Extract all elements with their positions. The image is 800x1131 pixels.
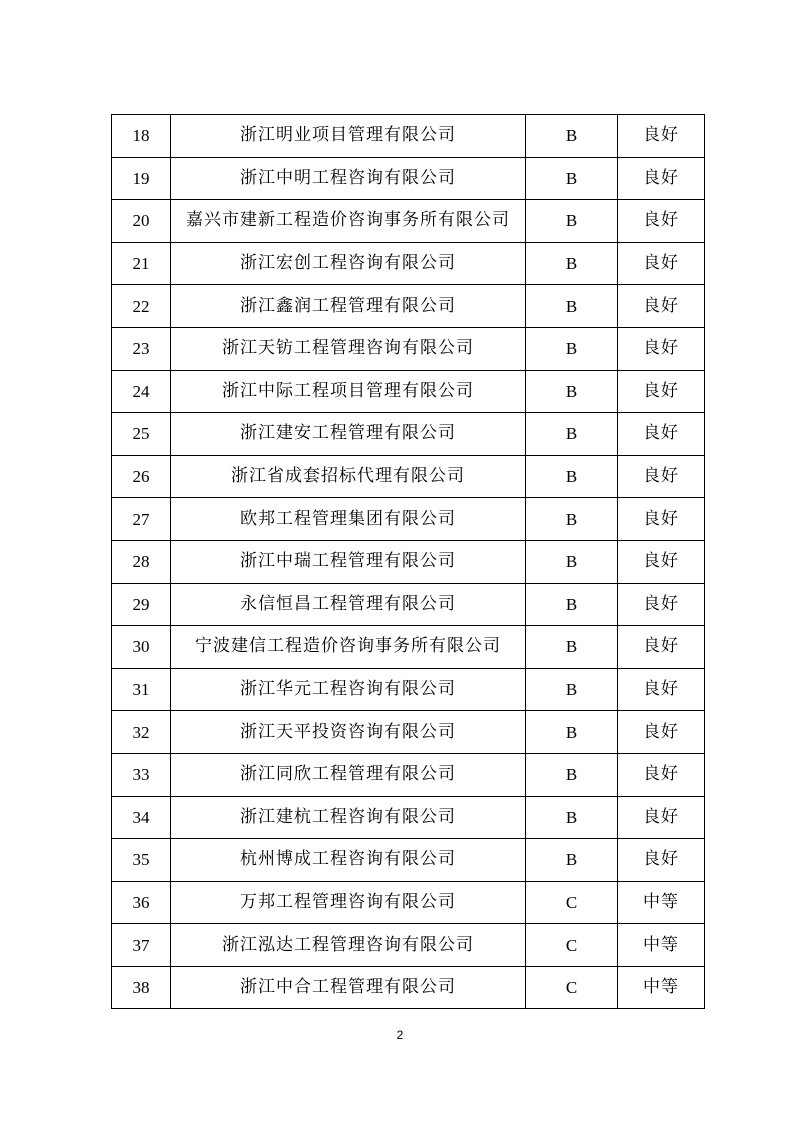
company-name-cell: 浙江建安工程管理有限公司	[171, 413, 526, 456]
row-number-cell: 28	[112, 540, 171, 583]
table-row	[112, 796, 705, 839]
company-name-cell: 永信恒昌工程管理有限公司	[171, 583, 526, 626]
row-number-cell: 37	[112, 924, 171, 967]
grade-cell: B	[526, 455, 618, 498]
company-name-cell: 欧邦工程管理集团有限公司	[171, 498, 526, 541]
table-row	[112, 966, 705, 1009]
row-number-cell: 21	[112, 242, 171, 285]
table-row	[112, 583, 705, 626]
table-row	[112, 455, 705, 498]
company-name-cell: 宁波建信工程造价咨询事务所有限公司	[171, 626, 526, 669]
rating-level-cell: 良好	[618, 711, 705, 754]
table-row	[112, 924, 705, 967]
rating-level-cell: 良好	[618, 157, 705, 200]
rating-level-cell: 良好	[618, 200, 705, 243]
grade-cell: B	[526, 583, 618, 626]
table-row	[112, 839, 705, 882]
table-row	[112, 200, 705, 243]
rating-level-cell: 良好	[618, 753, 705, 796]
row-number-cell: 35	[112, 839, 171, 882]
company-name-cell: 浙江同欣工程管理有限公司	[171, 753, 526, 796]
company-name-cell: 浙江天平投资咨询有限公司	[171, 711, 526, 754]
row-number-cell: 19	[112, 157, 171, 200]
table-row	[112, 753, 705, 796]
table-row	[112, 157, 705, 200]
rating-level-cell: 中等	[618, 924, 705, 967]
table-row	[112, 115, 705, 158]
rating-level-cell: 良好	[618, 370, 705, 413]
company-name-cell: 浙江中合工程管理有限公司	[171, 966, 526, 1009]
row-number-cell: 30	[112, 626, 171, 669]
table-row	[112, 242, 705, 285]
grade-cell: C	[526, 966, 618, 1009]
row-number-cell: 26	[112, 455, 171, 498]
table-row	[112, 327, 705, 370]
grade-cell: B	[526, 157, 618, 200]
grade-cell: B	[526, 711, 618, 754]
row-number-cell: 36	[112, 881, 171, 924]
row-number-cell: 24	[112, 370, 171, 413]
company-name-cell: 浙江天钫工程管理咨询有限公司	[171, 327, 526, 370]
rating-level-cell: 良好	[618, 327, 705, 370]
row-number-cell: 20	[112, 200, 171, 243]
grade-cell: B	[526, 115, 618, 158]
table-row	[112, 711, 705, 754]
table-body	[112, 115, 705, 1009]
grade-cell: B	[526, 413, 618, 456]
grade-cell: C	[526, 881, 618, 924]
grade-cell: B	[526, 285, 618, 328]
company-rating-table	[111, 114, 705, 1009]
row-number-cell: 22	[112, 285, 171, 328]
company-name-cell: 杭州博成工程咨询有限公司	[171, 839, 526, 882]
table-row	[112, 540, 705, 583]
company-name-cell: 浙江华元工程咨询有限公司	[171, 668, 526, 711]
rating-level-cell: 良好	[618, 413, 705, 456]
grade-cell: B	[526, 540, 618, 583]
rating-level-cell: 良好	[618, 583, 705, 626]
grade-cell: B	[526, 370, 618, 413]
grade-cell: B	[526, 498, 618, 541]
table-row	[112, 370, 705, 413]
company-name-cell: 浙江鑫润工程管理有限公司	[171, 285, 526, 328]
grade-cell: B	[526, 200, 618, 243]
row-number-cell: 29	[112, 583, 171, 626]
rating-level-cell: 良好	[618, 498, 705, 541]
rating-level-cell: 良好	[618, 115, 705, 158]
row-number-cell: 23	[112, 327, 171, 370]
table-row	[112, 498, 705, 541]
company-name-cell: 浙江中瑞工程管理有限公司	[171, 540, 526, 583]
row-number-cell: 25	[112, 413, 171, 456]
grade-cell: B	[526, 242, 618, 285]
rating-level-cell: 中等	[618, 881, 705, 924]
company-name-cell: 嘉兴市建新工程造价咨询事务所有限公司	[171, 200, 526, 243]
table-row	[112, 285, 705, 328]
company-name-cell: 浙江中际工程项目管理有限公司	[171, 370, 526, 413]
grade-cell: B	[526, 839, 618, 882]
grade-cell: C	[526, 924, 618, 967]
company-name-cell: 万邦工程管理咨询有限公司	[171, 881, 526, 924]
rating-level-cell: 良好	[618, 839, 705, 882]
company-name-cell: 浙江宏创工程咨询有限公司	[171, 242, 526, 285]
grade-cell: B	[526, 668, 618, 711]
row-number-cell: 38	[112, 966, 171, 1009]
row-number-cell: 31	[112, 668, 171, 711]
row-number-cell: 18	[112, 115, 171, 158]
table-row	[112, 626, 705, 669]
grade-cell: B	[526, 796, 618, 839]
grade-cell: B	[526, 626, 618, 669]
grade-cell: B	[526, 753, 618, 796]
rating-level-cell: 良好	[618, 668, 705, 711]
rating-level-cell: 良好	[618, 455, 705, 498]
row-number-cell: 27	[112, 498, 171, 541]
rating-level-cell: 中等	[618, 966, 705, 1009]
rating-level-cell: 良好	[618, 796, 705, 839]
table-row	[112, 881, 705, 924]
company-name-cell: 浙江明业项目管理有限公司	[171, 115, 526, 158]
row-number-cell: 34	[112, 796, 171, 839]
company-name-cell: 浙江泓达工程管理咨询有限公司	[171, 924, 526, 967]
table-row	[112, 413, 705, 456]
rating-level-cell: 良好	[618, 626, 705, 669]
rating-level-cell: 良好	[618, 242, 705, 285]
rating-level-cell: 良好	[618, 540, 705, 583]
grade-cell: B	[526, 327, 618, 370]
page-number: 2	[396, 1028, 404, 1042]
table-row	[112, 668, 705, 711]
company-name-cell: 浙江中明工程咨询有限公司	[171, 157, 526, 200]
rating-level-cell: 良好	[618, 285, 705, 328]
company-name-cell: 浙江省成套招标代理有限公司	[171, 455, 526, 498]
row-number-cell: 33	[112, 753, 171, 796]
row-number-cell: 32	[112, 711, 171, 754]
company-name-cell: 浙江建杭工程咨询有限公司	[171, 796, 526, 839]
